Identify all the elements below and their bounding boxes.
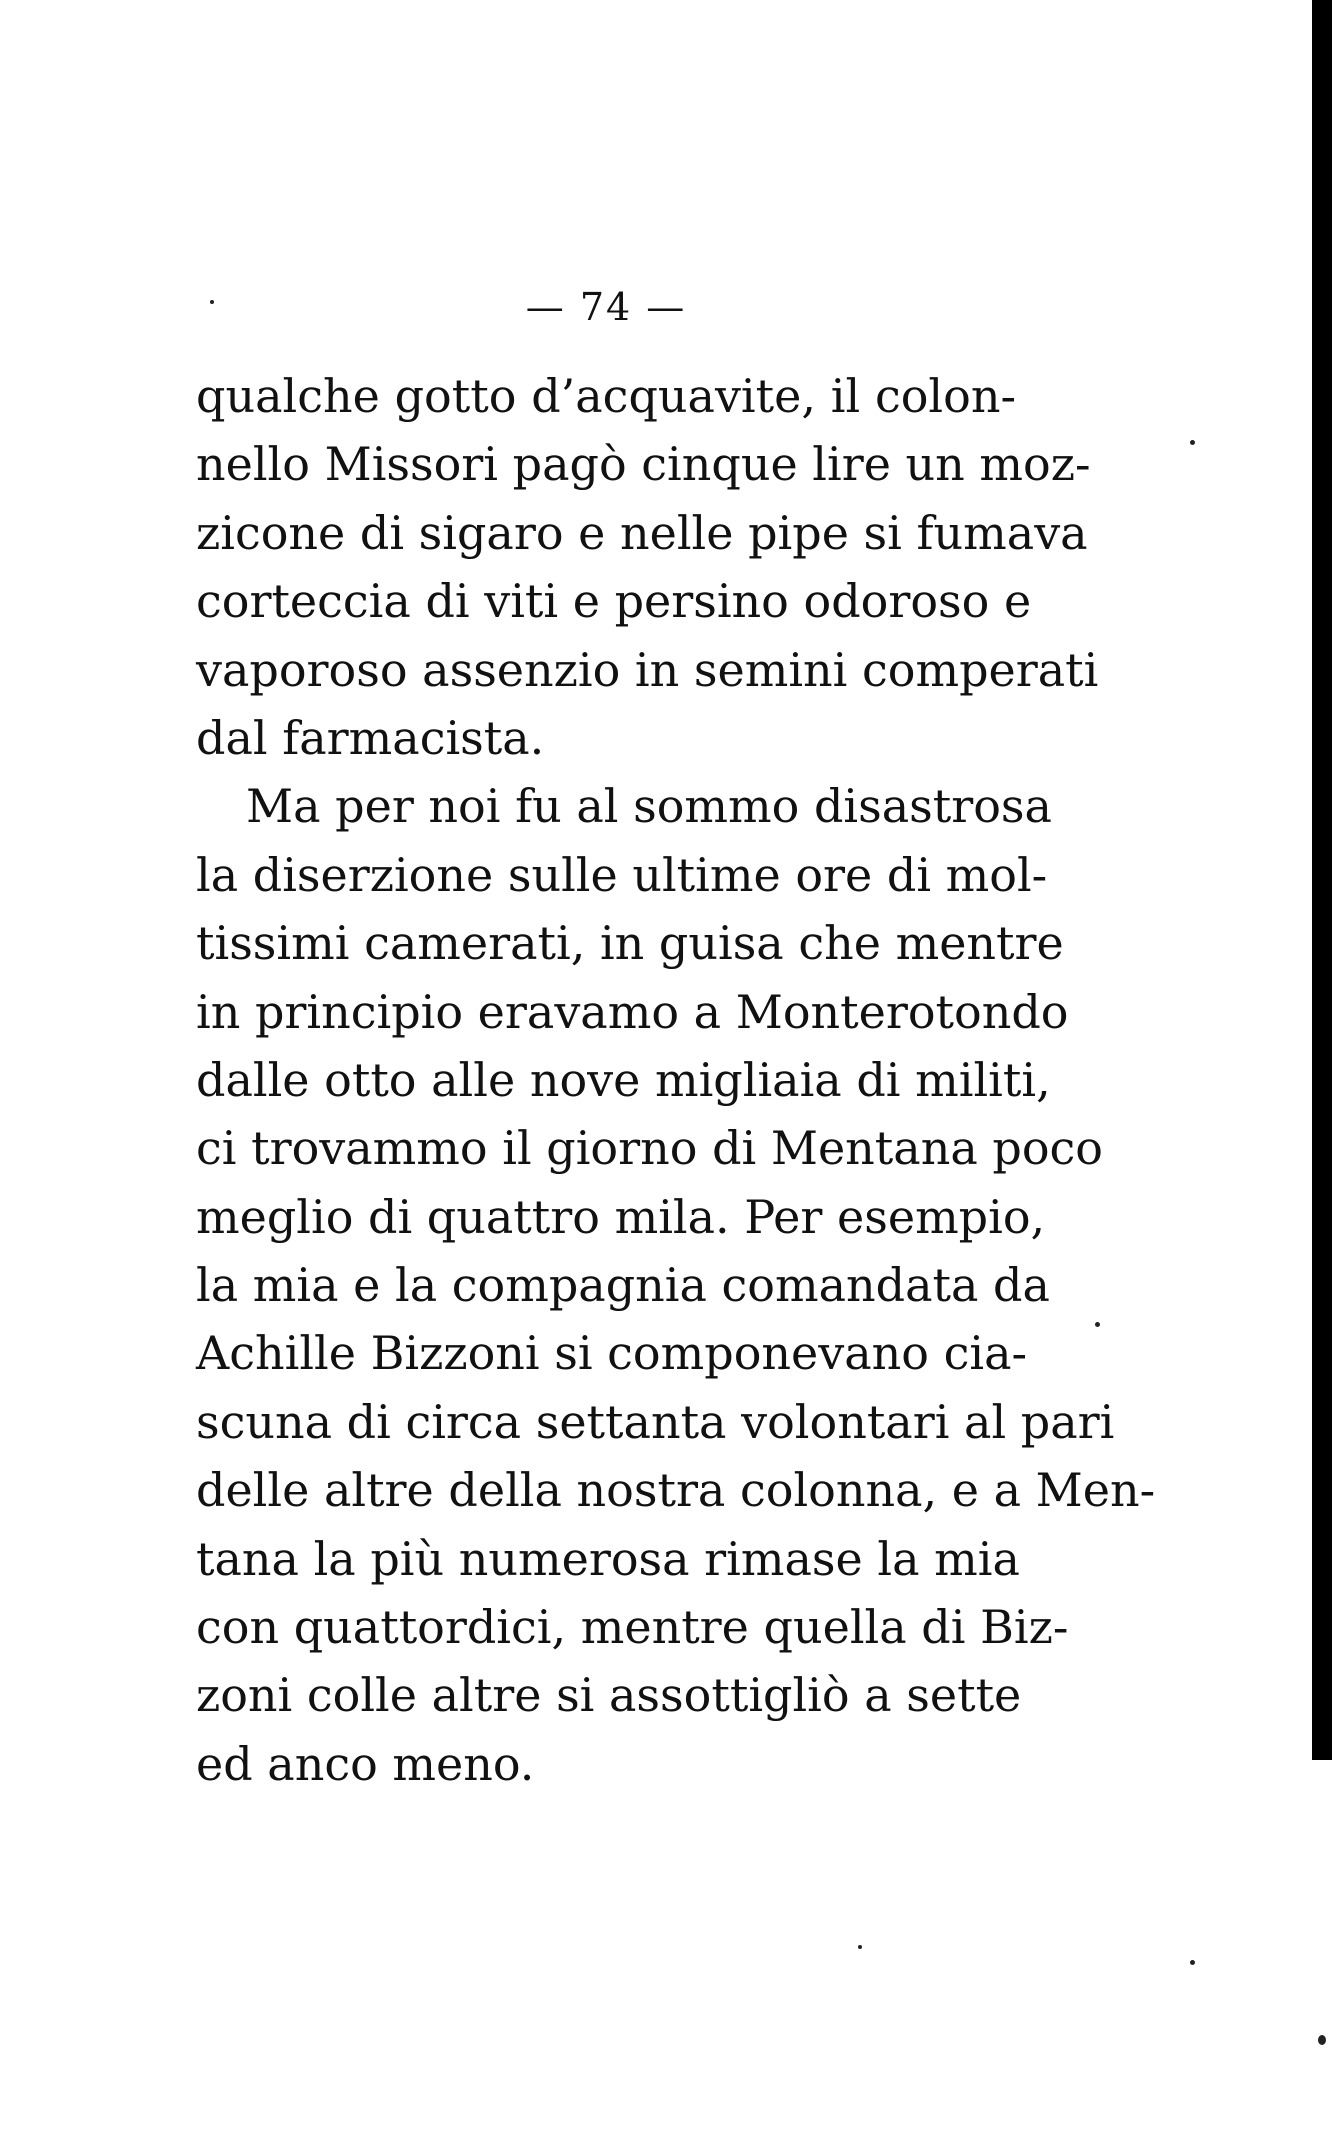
text-line: ci trovammo il giorno di Mentana poco [196,1121,1103,1176]
scan-speck [1190,1960,1195,1965]
paragraph-1 [196,362,1099,772]
text-line: tissimi camerati, in guisa che mentre [196,916,1064,971]
text-line: in principio eravamo a Monterotondo [196,984,1069,1039]
text-line: vaporoso assenzio in semini comperati [196,642,1099,697]
text-line: con quattordici, mentre quella di Biz- [196,1600,1069,1655]
text-line: Achille Bizzoni si componevano cia- [196,1326,1028,1381]
text-line: meglio di quattro mila. Per esempio, [196,1189,1046,1244]
scan-speck [1095,1322,1100,1327]
text-line: dal farmacista. [196,710,545,765]
text-line: qualche gotto d’acquavite, il colon- [196,369,1016,423]
text-line: nello Missori pagò cinque lire un moz- [196,437,1091,492]
scan-speck [1318,2035,1326,2045]
text-line: zoni colle altre si assottigliò a sette [196,1668,1022,1723]
body-text [196,362,1156,1798]
text-line: zicone di sigaro e nelle pipe si fumava [196,505,1088,560]
text-line: la mia e la compagnia comandata da [196,1258,1050,1313]
paragraph-2 [196,772,1156,1798]
scan-speck [1190,440,1195,445]
text-line: Ma per noi fu al sommo disastrosa [246,779,1052,834]
text-line: scuna di circa settanta volontari al pari [196,1394,1115,1449]
scan-speck [858,1945,862,1949]
text-line: delle altre della nostra colonna, e a Men- [196,1463,1156,1518]
text-line: corteccia di viti e persino odoroso e [196,574,1032,629]
text-line: la diserzione sulle ultime ore di mol- [196,847,1048,902]
scan-speck [210,300,214,304]
page-number: — 74 — [525,285,687,329]
text-line: tana la più numerosa rimase la mia [196,1531,1020,1586]
scan-edge-bar [1312,0,1332,1760]
text-line: dalle otto alle nove migliaia di militi, [196,1052,1051,1107]
text-line: ed anco meno. [196,1736,535,1791]
